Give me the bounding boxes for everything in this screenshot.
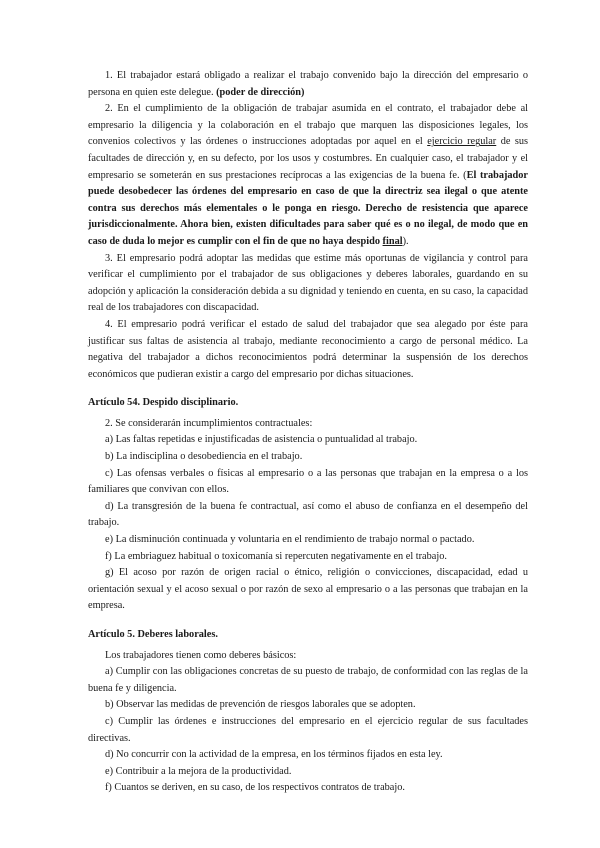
article-5-item-d: d) No concurrir con la actividad de la empresa, en los términos fijados en esta ley. — [105, 749, 443, 761]
article-5-heading: Artículo 5. Deberes laborales. — [88, 629, 218, 640]
paragraph-2-underlined: ejercicio regular — [427, 136, 497, 148]
paragraph-4: 4. El empresario podrá verificar el estado de salud del trabajador que sea alegado por éste para justificar sus faltas de asistencia al trabajo, mediante reconocimiento a cargo de personal médico. La negativa del trabajador a dichos reconocimientos podrá determinar la suspensión de los derechos económicos que pudieran existir a cargo del empresario por dichas situaciones. — [88, 318, 528, 380]
article-54-item-c: c) Las ofensas verbales o físicas al empresario o a las personas que trabajan en la empresa o a los familiares que convivan con ellos. — [88, 467, 528, 496]
article-54-item-e: e) La disminución continuada y voluntaria en el rendimiento de trabajo normal o pactado. — [105, 534, 475, 546]
article-54-heading: Artículo 54. Despido disciplinario. — [88, 397, 239, 409]
paragraph-2-bold-note: El trabajador puede desobedecer las órdenes del empresario en caso de que la directriz sea ilegal o que atente contra sus derechos más elementales o le ponga en riesgo. Derecho de resistencia que aparece jurisdiccionalmente. Ahora bien, existen dificultades para saber qué es o no ilegal, de modo que en caso de duda lo mejor es cumplir con el fin de que no haya despido — [88, 169, 528, 247]
article-54-item-d: d) La transgresión de la buena fe contractual, así como el abuso de confianza en el desempeño del trabajo. — [88, 500, 528, 529]
article-54-item-f: f) La embriaguez habitual o toxicomanía si repercuten negativamente en el trabajo. — [105, 550, 447, 562]
paragraph-2 — [88, 101, 528, 250]
article-5-item-f: f) Cuantos se deriven, en su caso, de los respectivos contratos de trabajo. — [105, 782, 405, 794]
article-5-intro: Los trabajadores tienen como deberes básicos: — [105, 649, 297, 661]
article-5-item-e: e) Contribuir a la mejora de la productividad. — [105, 765, 292, 777]
paragraph-2-end: ). — [402, 235, 409, 247]
paragraph-2-bold-underlined: final — [382, 235, 403, 247]
article-54-intro: 2. Se considerarán incumplimientos contractuales: — [105, 417, 313, 429]
paragraph-3: 3. El empresario podrá adoptar las medidas que estime más oportunas de vigilancia y control para verificar el cumplimiento por el trabajador de sus obligaciones y deberes laborales, guardando en su adopción y aplicación la consideración debida a su dignidad y teniendo en cuenta, en su caso, la capacidad real de los trabajadores con discapacidad. — [88, 252, 528, 314]
article-54-item-b: b) La indisciplina o desobediencia en el trabajo. — [105, 451, 303, 463]
article-5-item-a: a) Cumplir con las obligaciones concretas de su puesto de trabajo, de conformidad con las reglas de la buena fe y diligencia. — [88, 666, 528, 694]
article-54-item-g: g) El acoso por razón de origen racial o étnico, religión o convicciones, discapacidad, edad u orientación sexual y el acoso sexual o por razón de sexo al empresario o a las personas que trabajan en la empresa. — [88, 567, 528, 612]
article-5-item-b: b) Observar las medidas de prevención de riesgos laborales que se adopten. — [105, 699, 416, 711]
paragraph-2-text-b: de sus facultades de dirección y, en su defecto, por los usos y costumbres. En cualquier caso, el trabajador y el empresario se someterán en sus prestaciones recíprocas a las exigencias de la buena fe. ( — [88, 136, 529, 181]
paragraph-1-bold-note: (poder de dirección) — [216, 86, 305, 98]
paragraph-1-text: 1. El trabajador estará obligado a realizar el trabajo convenido bajo la dirección del empresario o persona en quien este delegue. — [88, 70, 528, 98]
article-5-item-c: c) Cumplir las órdenes e instrucciones del empresario en el ejercicio regular de sus facultades directivas. — [88, 715, 528, 744]
paragraph-1 — [88, 68, 528, 101]
paragraph-2-text-a: 2. En el cumplimiento de la obligación de trabajar asumida en el contrato, el trabajador debe al empresario la diligencia y la colaboración en el trabajo que marquen las disposiciones legales, los convenios colectivos y las órdenes o instrucciones adoptadas por aquel en el — [88, 103, 528, 148]
article-54-item-a: a) Las faltas repetidas e injustificadas de asistencia o puntualidad al trabajo. — [105, 434, 418, 446]
document-page — [88, 68, 528, 797]
